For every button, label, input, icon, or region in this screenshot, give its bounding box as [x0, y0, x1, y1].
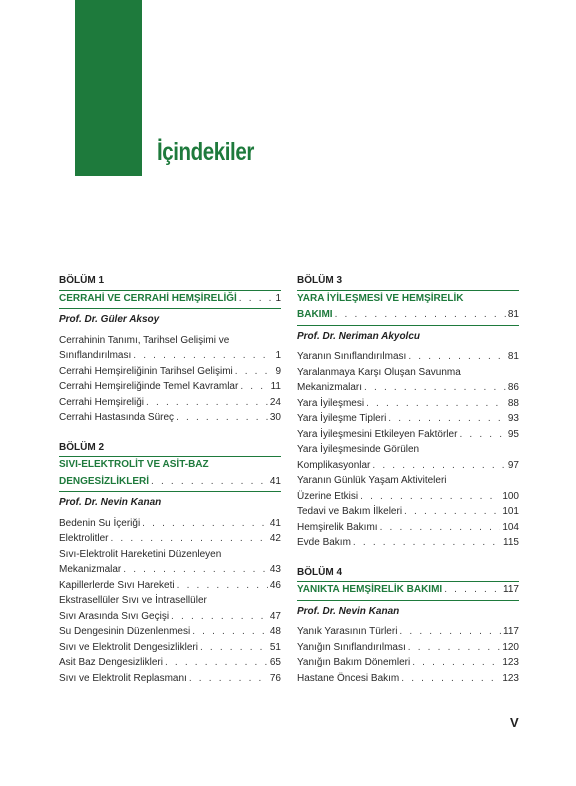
- toc-entry-line: Sıvı-Elektrolit Hareketini Düzenleyen: [59, 548, 222, 560]
- dot-leader: [235, 364, 274, 380]
- toc-entry-page: 48: [269, 626, 281, 637]
- toc-entry-page: 9: [275, 365, 281, 377]
- toc-entry-page: 65: [269, 657, 281, 668]
- chapter-title-line: [297, 582, 519, 599]
- chapter-number: BÖLÜM 4: [297, 565, 519, 583]
- chapter-title-line: [59, 291, 281, 308]
- dot-leader: [239, 291, 274, 308]
- toc-entry[interactable]: [59, 348, 281, 364]
- page-title: İçindekiler: [157, 138, 254, 166]
- toc-entry[interactable]: [297, 396, 519, 412]
- toc-entry[interactable]: [59, 562, 281, 578]
- chapter-page-number: 1: [275, 292, 281, 304]
- toc-entry-page: 11: [270, 381, 281, 392]
- toc-entry-text: Yaranın Sınıflandırılması: [297, 351, 407, 362]
- chapter-page-number: 41: [269, 475, 281, 487]
- toc-entry-page: 123: [502, 672, 519, 684]
- toc-entry-text: Mekanizmalar: [59, 564, 122, 575]
- toc-entry[interactable]: [297, 671, 519, 687]
- toc-entry[interactable]: [297, 535, 519, 551]
- chapter-page-number: 117: [503, 584, 519, 595]
- toc-entry-page: 30: [269, 412, 281, 423]
- dot-leader: [353, 535, 501, 551]
- chapter-number: BÖLÜM 3: [297, 273, 519, 291]
- toc-entry-page: 88: [507, 397, 519, 409]
- toc-entry-text: Üzerine Etkisi: [297, 490, 359, 502]
- toc-entry-text: Cerrahi Hastasında Süreç: [59, 412, 175, 423]
- chapter-title[interactable]: [297, 582, 519, 601]
- dot-leader: [444, 582, 501, 599]
- toc-entry-page: 76: [269, 672, 281, 684]
- dot-leader: [388, 411, 506, 427]
- chapter-title-line: [297, 307, 519, 324]
- toc-entry-page: 104: [502, 521, 519, 533]
- toc-entry[interactable]: [59, 531, 281, 547]
- toc-entry-text: Bedenin Su İçeriği: [59, 517, 141, 529]
- toc-entry[interactable]: [297, 520, 519, 536]
- toc-entry-page: 101: [502, 506, 519, 517]
- chapter-number: BÖLÜM 2: [59, 440, 281, 458]
- toc-entry-text: Komplikasyonlar: [297, 459, 371, 471]
- toc-chapter: [297, 565, 519, 687]
- dot-leader: [200, 640, 268, 656]
- toc-entry-text: Yanık Yarasının Türleri: [297, 626, 398, 637]
- toc-entry-line: Ekstrasellüler Sıvı ve İntrasellüler: [59, 595, 207, 606]
- page-number: V: [510, 715, 519, 730]
- toc-entry-text: Yara İyileşmesi: [297, 397, 365, 409]
- toc-entry[interactable]: [59, 364, 281, 380]
- chapter-title-line: [59, 474, 281, 491]
- dot-leader: [380, 520, 501, 536]
- toc-entry-text: Yara İyileşme Tipleri: [297, 413, 387, 424]
- chapter-title-text: DENGESİZLİKLERİ: [59, 475, 150, 487]
- toc-entry-page: 41: [269, 517, 281, 529]
- toc-entry[interactable]: [59, 624, 281, 640]
- toc-entry-page: 120: [502, 641, 519, 653]
- toc-entry-text: Yanığın Sınıflandırılması: [297, 641, 406, 653]
- toc-right-column: [297, 273, 519, 700]
- toc-entry-text: Cerrahi Hemşireliğinin Tarihsel Gelişimi: [59, 365, 233, 377]
- toc-chapter: [59, 440, 281, 687]
- toc-entry[interactable]: [59, 516, 281, 532]
- dot-leader: [176, 410, 268, 426]
- toc-entry-text: Yanığın Bakım Dönemleri: [297, 657, 411, 668]
- dot-leader: [165, 655, 268, 671]
- dot-leader: [171, 609, 268, 625]
- toc-entry[interactable]: [297, 349, 519, 365]
- toc-entry[interactable]: [59, 578, 281, 594]
- toc-entry-text: Asit Baz Dengesizlikleri: [59, 657, 163, 668]
- chapter-number: BÖLÜM 1: [59, 273, 281, 291]
- toc-entry[interactable]: [59, 655, 281, 671]
- dot-leader: [142, 516, 268, 532]
- toc-chapter: [297, 273, 519, 551]
- dot-leader: [366, 396, 506, 412]
- chapter-title-text: YANIKTA HEMŞİRELİK BAKIMI: [297, 584, 443, 595]
- dot-leader: [133, 348, 273, 364]
- dot-leader: [364, 380, 506, 396]
- toc-entry[interactable]: [297, 411, 519, 427]
- dot-leader: [335, 307, 506, 324]
- chapter-page-number: 81: [507, 309, 519, 320]
- dot-leader: [360, 489, 500, 505]
- toc-entry[interactable]: [297, 380, 519, 396]
- toc-entry-line: Yara İyileşmesinde Görülen: [297, 444, 420, 455]
- toc-entry-text: Mekanizmaları: [297, 382, 363, 393]
- toc-entry-page: 51: [269, 641, 281, 653]
- dot-leader: [123, 562, 268, 578]
- toc-entry[interactable]: [59, 640, 281, 656]
- toc-entry[interactable]: [59, 671, 281, 687]
- toc-entry-page: 115: [503, 537, 519, 548]
- toc-entry[interactable]: [59, 410, 281, 426]
- toc-entry-text: Kapillerlerde Sıvı Hareketi: [59, 579, 175, 591]
- toc-entry-page: 117: [503, 626, 519, 637]
- chapter-author: Prof. Dr. Nevin Kanan: [297, 605, 400, 617]
- toc-entry-page: 100: [502, 490, 519, 502]
- toc-entry-text: Sınıflandırılması: [59, 350, 132, 361]
- chapter-title-line: YARA İYİLEŞMESİ VE HEMŞİRELİK: [297, 292, 464, 304]
- toc-entry-text: Elektrolitler: [59, 533, 109, 544]
- toc-entry[interactable]: [59, 395, 281, 411]
- toc-entry[interactable]: [297, 624, 519, 640]
- dot-leader: [399, 624, 501, 640]
- toc-entry-text: Evde Bakım: [297, 537, 351, 548]
- chapter-title[interactable]: [59, 291, 281, 310]
- toc-entry-line: Yaralanmaya Karşı Oluşan Savunma: [297, 366, 461, 378]
- dot-leader: [459, 427, 505, 443]
- chapter-title-text: CERRAHİ VE CERRAHİ HEMŞİRELİĞİ: [59, 292, 237, 304]
- chapter-title-line: SIVI-ELEKTROLİT VE ASİT-BAZ: [59, 459, 209, 470]
- chapter-title-text: BAKIMI: [297, 309, 333, 320]
- chapter-author: Prof. Dr. Neriman Akyolcu: [297, 330, 420, 342]
- toc-entry[interactable]: [297, 640, 519, 656]
- toc-entry-text: Tedavi ve Bakım İlkeleri: [297, 506, 403, 517]
- toc-entry-page: 47: [269, 610, 281, 622]
- toc-entry-page: 86: [507, 382, 519, 393]
- toc-entry-text: Yara İyileşmesini Etkileyen Faktörler: [297, 428, 458, 440]
- toc-entry-text: Su Dengesinin Düzenlenmesi: [59, 626, 191, 637]
- toc-entry-text: Sıvı Arasında Sıvı Geçişi: [59, 610, 170, 622]
- toc-entry-page: 42: [269, 533, 281, 544]
- dot-leader: [177, 578, 268, 594]
- toc-entry-line: Cerrahinin Tanımı, Tarihsel Gelişimi ve: [59, 334, 230, 346]
- toc-entry[interactable]: [297, 489, 519, 505]
- dot-leader: [372, 458, 506, 474]
- toc-entry-page: 97: [507, 459, 519, 471]
- toc-entry-page: 123: [502, 657, 519, 668]
- dot-leader: [146, 395, 268, 411]
- dot-leader: [189, 671, 268, 687]
- toc-entry[interactable]: [59, 379, 281, 395]
- toc-entry[interactable]: [297, 655, 519, 671]
- green-header-bar: [75, 0, 142, 176]
- toc-entry-page: 24: [269, 396, 281, 408]
- toc-entry-text: Hastane Öncesi Bakım: [297, 672, 400, 684]
- dot-leader: [240, 379, 268, 395]
- toc-entry[interactable]: [59, 609, 281, 625]
- chapter-author: Prof. Dr. Nevin Kanan: [59, 497, 162, 508]
- toc-entry-page: 81: [507, 351, 519, 362]
- toc-chapter: [59, 273, 281, 426]
- toc-entry-page: 93: [507, 413, 519, 424]
- dot-leader: [412, 655, 500, 671]
- toc-entry-text: Cerrahi Hemşireliğinde Temel Kavramlar: [59, 381, 239, 392]
- toc-entry[interactable]: [297, 427, 519, 443]
- toc-entry-text: Hemşirelik Bakımı: [297, 521, 378, 533]
- toc-entry-text: Cerrahi Hemşireliği: [59, 396, 145, 408]
- toc-entry-page: 46: [269, 579, 281, 591]
- toc-entry-line: Yaranın Günlük Yaşam Aktiviteleri: [297, 475, 447, 486]
- dot-leader: [192, 624, 268, 640]
- dot-leader: [404, 504, 500, 520]
- dot-leader: [408, 349, 506, 365]
- toc-entry[interactable]: [297, 458, 519, 474]
- toc-entry-page: 1: [275, 350, 281, 361]
- dot-leader: [151, 474, 268, 491]
- chapter-author: Prof. Dr. Güler Aksoy: [59, 314, 160, 325]
- toc-entry-page: 43: [269, 564, 281, 575]
- chapter-title[interactable]: [297, 291, 519, 326]
- dot-leader: [110, 531, 267, 547]
- toc-left-column: [59, 273, 281, 700]
- chapter-title[interactable]: [59, 457, 281, 492]
- dot-leader: [401, 671, 500, 687]
- toc-entry-text: Sıvı ve Elektrolit Dengesizlikleri: [59, 641, 198, 653]
- toc-entry[interactable]: [297, 504, 519, 520]
- toc-entry-text: Sıvı ve Elektrolit Replasmanı: [59, 672, 187, 684]
- dot-leader: [408, 640, 501, 656]
- toc-entry-page: 95: [507, 428, 519, 440]
